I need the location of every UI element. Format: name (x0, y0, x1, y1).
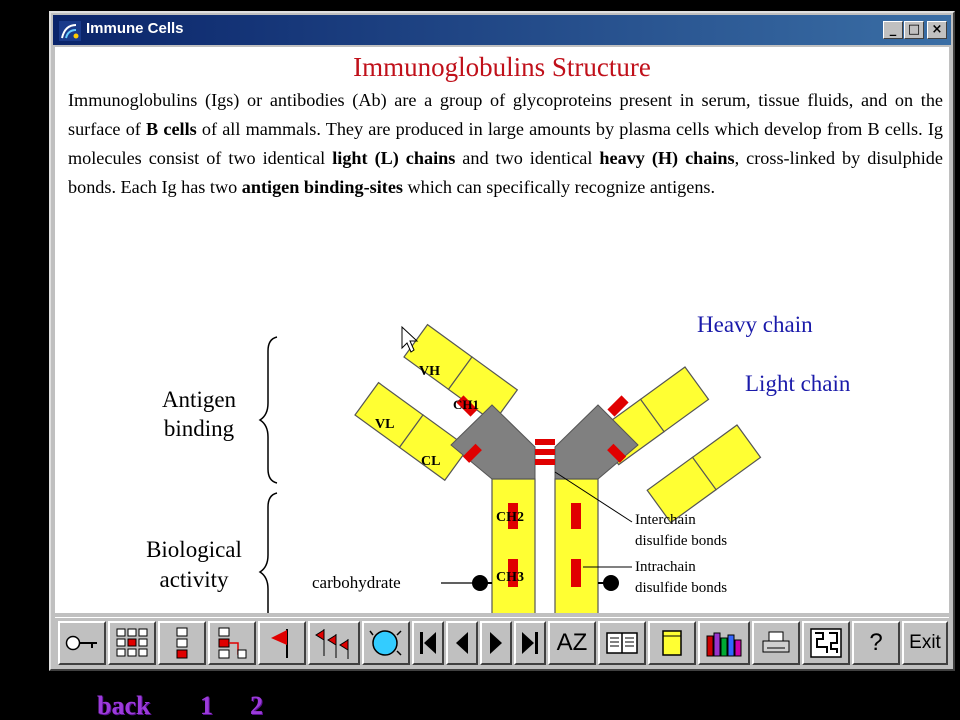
map-button[interactable] (802, 621, 850, 665)
biological-activity-label-2: activity (159, 567, 229, 592)
back-link[interactable]: back (97, 691, 151, 720)
interchain-bond (535, 459, 555, 465)
vh-label: VH (419, 364, 440, 379)
antigen-binding-label-1: Antigen (161, 387, 237, 412)
stack-button[interactable] (158, 621, 206, 665)
biological-activity-label-1: Biological (146, 537, 242, 562)
app-icon (59, 21, 81, 41)
intro-bold-term: heavy (H) chains (599, 148, 735, 168)
right-heavy-stem (555, 479, 598, 613)
key-icon (64, 633, 100, 653)
branch-button[interactable] (208, 621, 256, 665)
ch2-label: CH2 (496, 510, 524, 525)
print-button[interactable] (752, 621, 800, 665)
intrachain-bond (571, 559, 581, 587)
intro-text: and two identical (455, 148, 600, 168)
antigen-binding-label-2: binding (163, 416, 235, 441)
intro-bold-term: B cells (146, 119, 197, 139)
map-icon (809, 627, 843, 659)
light-chain-legend: Light chain (745, 371, 851, 396)
antibody-diagram (55, 47, 949, 613)
stack-icon (174, 626, 190, 660)
intrachain-label-2: disulfide bonds (635, 580, 728, 596)
page-2-link[interactable]: 2 (250, 691, 263, 720)
title-bar[interactable] (53, 15, 951, 45)
intro-bold-term: antigen binding-sites (241, 177, 403, 197)
multi-flag-button[interactable] (308, 621, 360, 665)
key-button[interactable] (58, 621, 106, 665)
intro-text: Immunoglobulins (Igs) or antibodies (Ab) are a group of glycoproteins present in serum, tissue fluids, and on the surface of (68, 90, 943, 139)
book-icon (605, 630, 639, 656)
index-button[interactable] (548, 621, 596, 665)
interchain-bond (535, 449, 555, 455)
flag-icon (267, 626, 297, 660)
intro-text: of all mammals. They are produced in large amounts by plasma cells which develop from B cells. Ig molecules consist of two identical (68, 119, 943, 168)
interchain-label-2: disulfide bonds (635, 533, 728, 549)
left-heavy-stem (492, 479, 535, 613)
toolbar (55, 617, 949, 668)
first-icon (419, 630, 437, 656)
grid-icon (115, 627, 149, 659)
exit-button[interactable] (902, 621, 948, 665)
first-page-button[interactable] (412, 621, 444, 665)
exit-label: Exit (909, 632, 941, 653)
next-button[interactable] (480, 621, 512, 665)
grid-button[interactable] (108, 621, 156, 665)
antigen-brace (260, 337, 277, 483)
previous-button[interactable] (446, 621, 478, 665)
window-title: Immune Cells (86, 20, 184, 37)
library-icon (704, 628, 744, 658)
carbohydrate-dot (472, 575, 488, 591)
intro-text: which can specifically recognize antigens. (402, 177, 716, 197)
previous-icon (455, 630, 469, 656)
carbohydrate-dot (603, 575, 619, 591)
interchain-label-1: Interchain (635, 512, 696, 528)
heavy-chain-legend: Heavy chain (697, 312, 813, 337)
carbohydrate-label: carbohydrate (312, 573, 401, 592)
intrachain-label-1: Intrachain (635, 559, 696, 575)
library-button[interactable] (698, 621, 750, 665)
last-icon (521, 630, 539, 656)
globe-button[interactable] (362, 621, 410, 665)
printer-icon (761, 630, 791, 656)
vl-label: VL (375, 417, 395, 432)
biological-brace (260, 493, 277, 613)
book-button[interactable] (598, 621, 646, 665)
app-window (49, 11, 955, 671)
content-area (55, 47, 949, 613)
maximize-button[interactable]: □ (904, 21, 924, 39)
last-page-button[interactable] (514, 621, 546, 665)
help-button[interactable] (852, 621, 900, 665)
intrachain-bond (571, 503, 581, 529)
page-title: Immunoglobulins Structure (353, 52, 651, 82)
minimize-button[interactable]: _ (883, 21, 903, 39)
notes-button[interactable] (648, 621, 696, 665)
globe-icon (368, 626, 404, 660)
close-button[interactable]: × (927, 21, 947, 39)
help-label: ? (869, 629, 883, 656)
branch-icon (216, 626, 248, 660)
interchain-bond (535, 439, 555, 445)
notes-icon (660, 628, 684, 658)
index-label: AZ (556, 629, 588, 656)
intro-text: , cross-linked by disulphide bonds. Each Ig has two (68, 148, 943, 197)
next-icon (489, 630, 503, 656)
ch3-label: CH3 (496, 570, 524, 585)
intro-bold-term: light (L) chains (332, 148, 456, 168)
page-1-link[interactable]: 1 (200, 691, 213, 720)
ch1-label: CH1 (453, 397, 479, 412)
flag-button[interactable] (258, 621, 306, 665)
cl-label: CL (421, 454, 441, 469)
multi-flag-icon (314, 626, 354, 660)
left-hinge (451, 405, 535, 479)
